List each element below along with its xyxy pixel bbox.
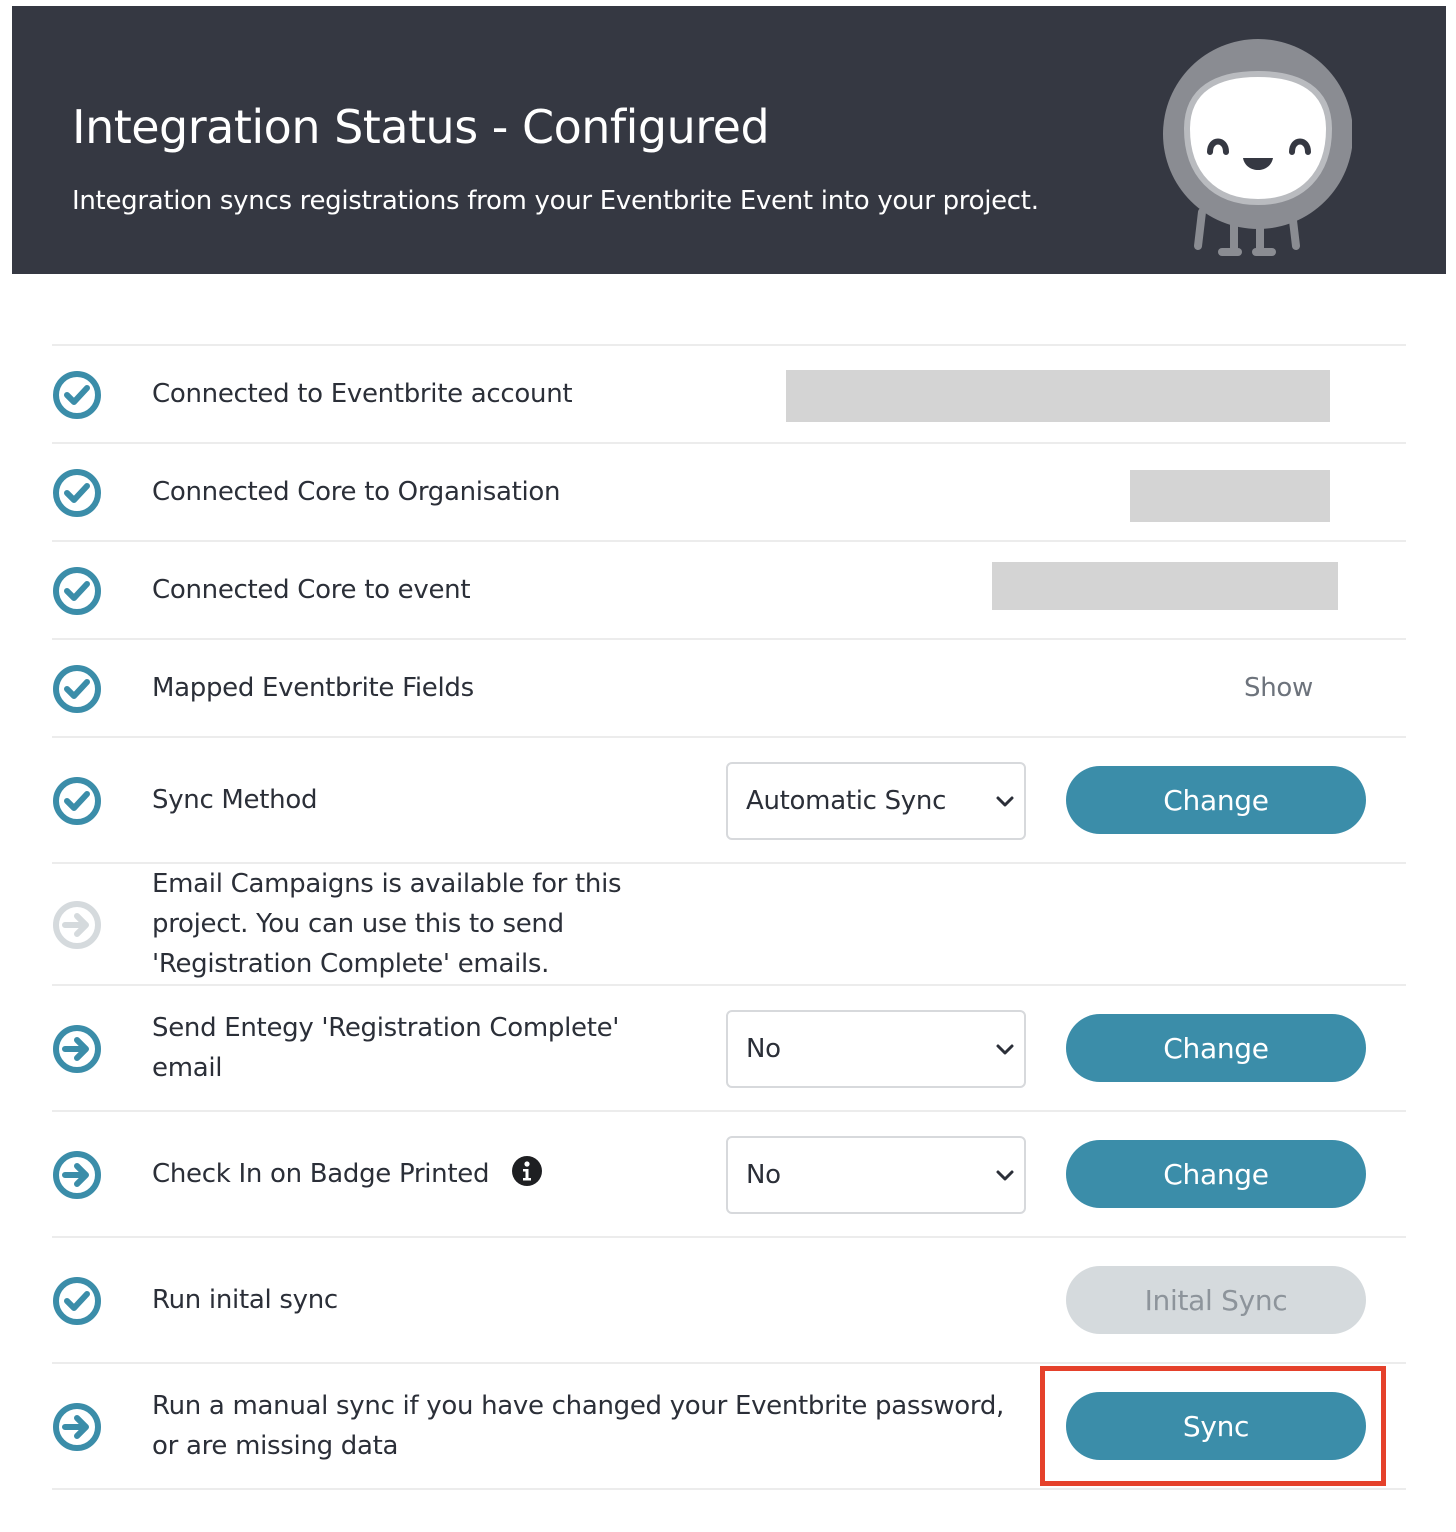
arrow-circle-disabled-icon	[52, 900, 102, 950]
integration-header	[12, 6, 1446, 274]
row-registration-email	[52, 986, 1406, 1112]
change-registration-email-button[interactable]: Change	[1066, 1014, 1366, 1082]
change-check-in-badge-button[interactable]: Change	[1066, 1140, 1366, 1208]
row-label: Connected Core to event	[152, 575, 471, 605]
check-circle-icon	[52, 1276, 102, 1326]
info-circle-icon[interactable]	[511, 1155, 543, 1187]
initial-sync-button[interactable]: Inital Sync	[1066, 1266, 1366, 1334]
arrow-circle-icon	[52, 1024, 102, 1074]
arrow-circle-icon	[52, 1402, 102, 1452]
select-value: Automatic Sync	[746, 786, 947, 816]
row-initial-sync	[52, 1238, 1406, 1364]
check-circle-icon	[52, 664, 102, 714]
chevron-down-icon	[994, 1039, 1016, 1061]
check-circle-icon	[52, 776, 102, 826]
row-label: Sync Method	[152, 785, 318, 815]
row-organisation	[52, 444, 1406, 542]
sync-method-select[interactable]	[726, 762, 1026, 840]
row-label: Mapped Eventbrite Fields	[152, 673, 474, 703]
row-label: Connected Core to Organisation	[152, 477, 561, 507]
redacted-event-value	[992, 562, 1338, 610]
chevron-down-icon	[994, 791, 1016, 813]
select-value: No	[746, 1034, 781, 1064]
show-mapped-fields-link[interactable]: Show	[1244, 673, 1313, 703]
row-sync-method	[52, 738, 1406, 864]
select-value: No	[746, 1160, 781, 1190]
change-sync-method-button[interactable]: Change	[1066, 766, 1366, 834]
row-label: Run inital sync	[152, 1285, 338, 1315]
row-label: Run a manual sync if you have changed your Eventbrite password, or are missing data	[152, 1391, 1004, 1461]
row-check-in-badge	[52, 1112, 1406, 1238]
arrow-circle-icon	[52, 1150, 102, 1200]
row-email-campaigns	[52, 864, 1406, 986]
redacted-account-value	[786, 370, 1330, 422]
row-label: Connected to Eventbrite account	[152, 379, 573, 409]
chevron-down-icon	[994, 1165, 1016, 1187]
check-circle-icon	[52, 566, 102, 616]
redacted-organisation-value	[1130, 470, 1330, 522]
row-label: Check In on Badge Printed	[152, 1159, 490, 1189]
row-eventbrite-account	[52, 346, 1406, 444]
row-label: Email Campaigns is available for this project. You can use this to send 'Registration Complete' emails.	[152, 869, 622, 979]
integration-steps-list	[52, 344, 1406, 1490]
check-in-badge-select[interactable]	[726, 1136, 1026, 1214]
check-circle-icon	[52, 370, 102, 420]
sync-button-highlight	[1040, 1366, 1386, 1486]
row-label: Send Entegy 'Registration Complete' email	[152, 1013, 620, 1083]
page-subtitle: Integration syncs registrations from your Eventbrite Event into your project.	[72, 186, 1039, 216]
page-title: Integration Status - Configured	[72, 100, 770, 154]
sync-button[interactable]: Sync	[1066, 1392, 1366, 1460]
mascot-icon	[1142, 34, 1352, 264]
row-label-container	[152, 1154, 543, 1194]
check-circle-icon	[52, 468, 102, 518]
row-mapped-fields	[52, 640, 1406, 738]
registration-email-select[interactable]	[726, 1010, 1026, 1088]
row-event	[52, 542, 1406, 640]
